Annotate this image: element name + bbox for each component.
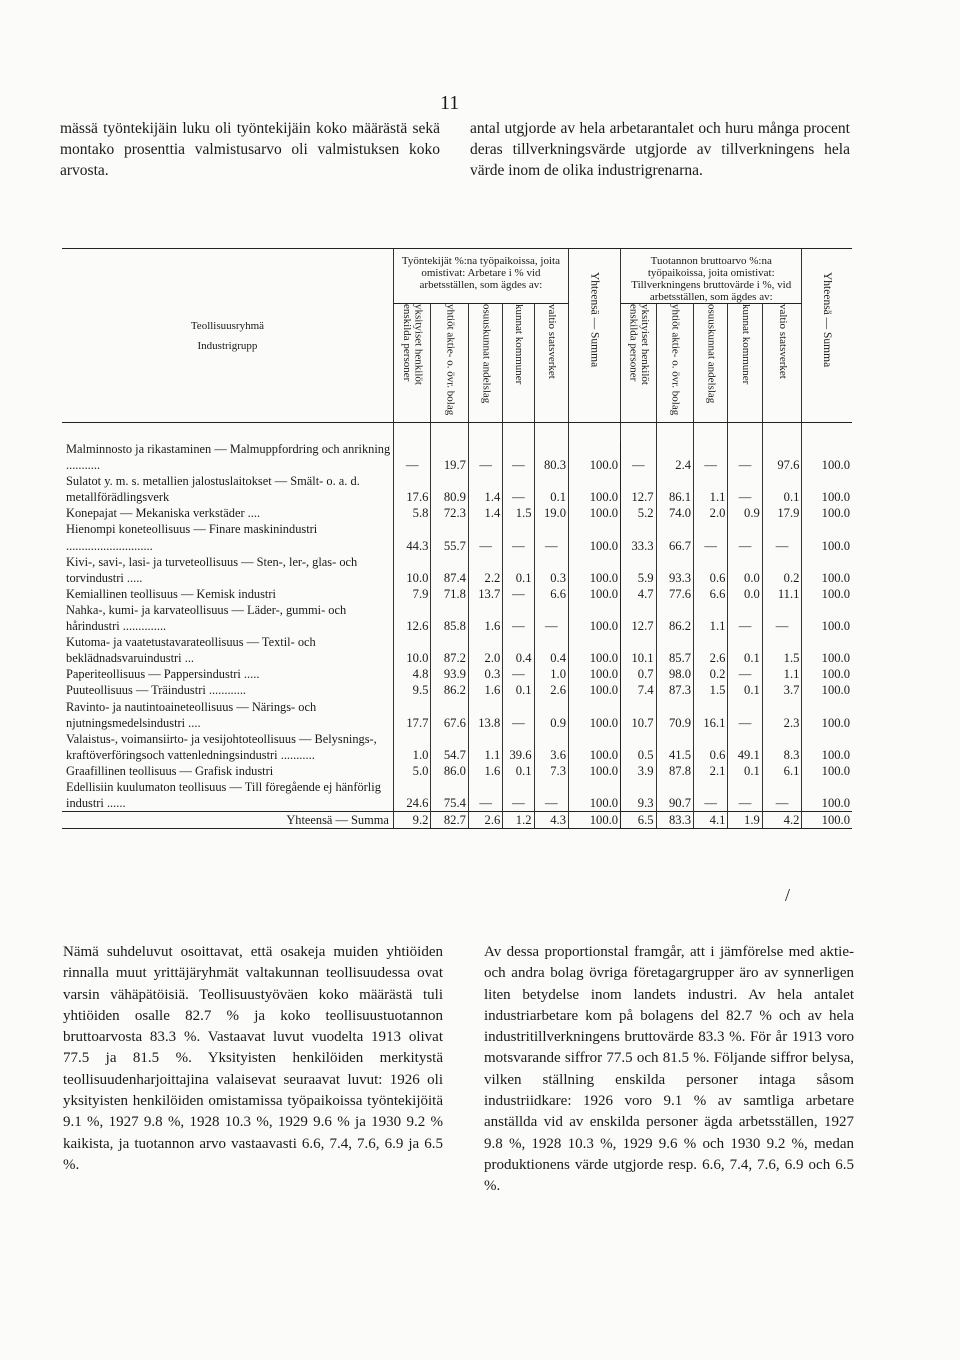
table-cell: 6.6 (694, 586, 728, 602)
table-cell: 1.0 (534, 666, 568, 682)
table-cell: 93.9 (431, 666, 469, 682)
table-cell: 0.2 (762, 554, 802, 586)
table-total-row (62, 812, 852, 829)
table-cell: 19.0 (534, 505, 568, 521)
table-cell: 0.1 (728, 634, 762, 666)
table-cell: 66.7 (656, 521, 694, 553)
table-cell: 100.0 (569, 731, 621, 763)
table-cell: 83.3 (656, 812, 694, 829)
group-header-production: Tuotannon bruttoarvo %:na työpaikoissa, joita omistivat: Tillverkningens bruttovärde i %, vid arbetsställen, som ägdes av: (621, 249, 802, 304)
col-state-1: valtio statsverket (534, 304, 568, 423)
table-row (62, 634, 852, 666)
table-cell: 7.9 (393, 586, 431, 602)
table-cell: 77.6 (656, 586, 694, 602)
row-label: Malminnosto ja rikastaminen — Malmuppfordring och anrikning ........... (66, 442, 391, 473)
table-cell: 75.4 (431, 779, 469, 812)
table-row (62, 554, 852, 586)
table-cell: 100.0 (569, 682, 621, 698)
table-cell: 11.1 (762, 586, 802, 602)
table-cell: 0.4 (503, 634, 534, 666)
table-cell: 12.7 (621, 473, 656, 505)
table-row (62, 699, 852, 731)
row-header (62, 249, 393, 423)
table-cell: 4.1 (694, 812, 728, 829)
row-label: Nahka-, kumi- ja karvateollisuus — Läder-, gummi- och hårindustri .............. (66, 602, 347, 634)
table-cell: 0.4 (534, 634, 568, 666)
table-cell: 1.5 (503, 505, 534, 521)
col-total-workers: Yhteensä — Summa (569, 249, 621, 423)
table-row (62, 441, 852, 473)
table-cell: 2.3 (762, 699, 802, 731)
table-cell: 100.0 (569, 441, 621, 473)
row-label: Yhteensä — Summa (62, 812, 393, 829)
table-cell: 100.0 (569, 812, 621, 829)
table-cell: 100.0 (802, 554, 852, 586)
table-cell: — (728, 521, 762, 553)
table-cell: 1.4 (468, 505, 502, 521)
row-label: Edellisiin kuulumaton teollisuus — Till föregående ej hänförlig industri ...... (66, 779, 381, 811)
table-cell: 87.8 (656, 763, 694, 779)
col-municipal-1: kunnat kommuner (503, 304, 534, 423)
table-cell: 82.7 (431, 812, 469, 829)
table-cell: 0.3 (468, 666, 502, 682)
table-cell: — (393, 441, 431, 473)
table-cell: 13.7 (468, 586, 502, 602)
table-cell: 0.1 (503, 763, 534, 779)
table-cell: 1.5 (694, 682, 728, 698)
table-cell: 7.4 (621, 682, 656, 698)
table-cell: 1.6 (468, 763, 502, 779)
table-cell: 0.1 (728, 682, 762, 698)
table-cell: 2.6 (534, 682, 568, 698)
table-cell: — (728, 666, 762, 682)
page-number: 11 (440, 92, 460, 114)
row-header-sv: Industrigrupp (197, 339, 258, 352)
table-cell: 100.0 (569, 634, 621, 666)
table-cell: 100.0 (802, 812, 852, 829)
table-cell: — (468, 441, 502, 473)
col-coop-1: osuuskunnat andelslag (468, 304, 502, 423)
table-cell: 3.6 (534, 731, 568, 763)
table-cell: 9.3 (621, 779, 656, 812)
table-cell: 0.5 (621, 731, 656, 763)
table-cell: 0.2 (694, 666, 728, 682)
table-cell: 74.0 (656, 505, 694, 521)
col-company-1: yhtiöt aktie- o. övr. bolag (431, 304, 469, 423)
table-cell: — (503, 699, 534, 731)
table-cell: 44.3 (393, 521, 431, 553)
table-cell: 6.6 (534, 586, 568, 602)
table-cell: 2.1 (694, 763, 728, 779)
table-cell: 98.0 (656, 666, 694, 682)
table-row (62, 779, 852, 812)
table-cell: 0.0 (728, 586, 762, 602)
table-cell: — (621, 441, 656, 473)
table-cell: 4.2 (762, 812, 802, 829)
summary-text-swedish: Av dessa proportionstal framgår, att i jämförelse med aktie- och andra bolag övriga företagargrupper äro av synnerligen liten betydelse inom landets industri. Av hela antalet industriarbetare kom på bolagens del 82.7 % och av hela industritillverkningens bruttovärde 83.3 %. För år 1913 voro motsvarande siffror 77.5 och 81.5 %. Följande siffror belysa, vilken ställning enskilda personer intaga såsom industriidkare: 1926 voro 9.1 % av samtliga arbetare anställda vid av enskilda personer ägda arbetsställen, 1927 9.8 %, 1928 10.3 %, 1929 9.6 % och 1930 9.2 %, medan produktionens värde utgjorde resp. 6.6, 7.4, 7.6, 6.9 och 6.5 %. (484, 944, 854, 1195)
row-header-fi: Teollisuusryhmä (190, 319, 265, 332)
table-cell: 87.3 (656, 682, 694, 698)
table-cell: 6.1 (762, 763, 802, 779)
table-cell: 4.3 (534, 812, 568, 829)
table-cell: 100.0 (802, 763, 852, 779)
table-cell: 100.0 (569, 473, 621, 505)
table-cell: — (503, 779, 534, 812)
table-cell: — (468, 521, 502, 553)
table-cell: 1.6 (468, 682, 502, 698)
table-cell: 100.0 (802, 682, 852, 698)
row-label: Paperiteollisuus — Pappersindustri ..... (66, 667, 260, 682)
table-cell: 17.7 (393, 699, 431, 731)
table-cell: 2.6 (694, 634, 728, 666)
table-cell: 100.0 (802, 634, 852, 666)
table-cell: 1.1 (468, 731, 502, 763)
table-cell: — (503, 666, 534, 682)
table-cell: 6.5 (621, 812, 656, 829)
table-cell: 100.0 (802, 505, 852, 521)
table-row (62, 586, 852, 602)
table-cell: — (728, 779, 762, 812)
row-label: Ravinto- ja nautintoaineteollisuus — Närings- och njutningsmedelsindustri .... (66, 699, 317, 730)
table-cell: 1.1 (694, 602, 728, 634)
table-cell: 87.4 (431, 554, 469, 586)
intro-text-swedish: antal utgjorde av hela arbetarantalet och huru många procent deras tillverkningsvärde utgjorde av tillverkningens hela värde inom de olika industrigrenarna. (470, 120, 850, 179)
intro-text-finnish: mässä työntekijäin luku oli työntekijäin koko määrästä sekä montako prosenttia valmistusarvo oli valmistuksen koko arvosta. (60, 120, 440, 179)
table-cell: 0.9 (534, 699, 568, 731)
row-label: Valaistus-, voimansiirto- ja vesijohtoteollisuus — Belysnings-, kraftöverföringsoch vattenledningsindustri ........... (66, 731, 377, 762)
table-cell: 10.0 (393, 634, 431, 666)
table-cell: 2.2 (468, 554, 502, 586)
table-cell: 80.3 (534, 441, 568, 473)
table-cell: — (503, 473, 534, 505)
table-cell: — (534, 521, 568, 553)
table-cell: 3.9 (621, 763, 656, 779)
col-company-2: yhtiöt aktie- o. övr. bolag (656, 304, 694, 423)
table-cell: 100.0 (802, 473, 852, 505)
table-cell: 19.7 (431, 441, 469, 473)
table-cell: — (728, 602, 762, 634)
table-cell: 12.7 (621, 602, 656, 634)
table-cell: — (468, 779, 502, 812)
table-cell: 100.0 (569, 505, 621, 521)
table-cell: 100.0 (569, 763, 621, 779)
table-cell: 0.1 (503, 554, 534, 586)
table-row (62, 521, 852, 553)
table-cell: 100.0 (802, 666, 852, 682)
table-cell: — (728, 441, 762, 473)
table-cell: 93.3 (656, 554, 694, 586)
table-cell: 86.2 (431, 682, 469, 698)
table-cell: 0.1 (762, 473, 802, 505)
col-municipal-2: kunnat kommuner (728, 304, 762, 423)
table-cell: 17.6 (393, 473, 431, 505)
table-cell: 100.0 (802, 441, 852, 473)
col-private-2: yksityiset henkilöt enskilda personer (621, 304, 656, 423)
table-cell: 85.7 (656, 634, 694, 666)
table-cell: 100.0 (802, 731, 852, 763)
table-cell: — (694, 779, 728, 812)
table-row (62, 473, 852, 505)
table-cell: 1.6 (468, 602, 502, 634)
table-cell: 5.8 (393, 505, 431, 521)
row-label: Puuteollisuus — Träindustri ............ (66, 683, 247, 698)
row-label: Kivi-, savi-, lasi- ja turveteollisuus — Sten-, ler-, glas- och torvindustri ..... (66, 554, 358, 585)
table-cell: 1.5 (762, 634, 802, 666)
table-cell: 39.6 (503, 731, 534, 763)
table-cell: 100.0 (569, 699, 621, 731)
table-cell: — (728, 699, 762, 731)
table-cell: 2.0 (694, 505, 728, 521)
table-cell: 71.8 (431, 586, 469, 602)
table-cell: — (503, 441, 534, 473)
col-coop-2: osuuskunnat andelslag (694, 304, 728, 423)
table-cell: 100.0 (802, 602, 852, 634)
table-cell: 100.0 (802, 699, 852, 731)
table-cell: — (694, 521, 728, 553)
table-cell: 90.7 (656, 779, 694, 812)
table-cell: — (534, 779, 568, 812)
summary-text-finnish: Nämä suhdeluvut osoittavat, että osakeja muiden yhtiöiden rinnalla muut yrittäjäryhmät valtakunnan teollisuudessa ovat varsin vähäpätöisiä. Teollisuustyöväen koko määrästä tuli yhtiöiden osalle 82.7 % ja koko teollisuustuotannon bruttoarvosta 83.3 %. Vastaavat luvut vuodelta 1913 olivat 77.5 ja 81.5 %. Yksityisten henkilöiden merkitystä teollisuudenharjoittajina valaisevat seuraavat luvut: 1926 oli yksityisten henkilöiden omistamissa työpaikoissa työntekijöitä 9.1 %, 1927 9.8 %, 1928 10.3 %, 1929 9.6 % ja 1930 9.2 % kaikista, ja tuotannon arvo vastaavasti 6.6, 7.4, 7.6, 6.9 ja 6.5 %. (63, 944, 443, 1173)
table-cell: 1.2 (503, 812, 534, 829)
table-cell: 85.8 (431, 602, 469, 634)
table-cell: 86.1 (656, 473, 694, 505)
row-label: Kemiallinen teollisuus — Kemisk industri (66, 586, 276, 601)
table-cell: — (694, 441, 728, 473)
table-cell: 17.9 (762, 505, 802, 521)
table-cell: 80.9 (431, 473, 469, 505)
table-cell: 13.8 (468, 699, 502, 731)
table-cell: 16.1 (694, 699, 728, 731)
table-cell: 2.6 (468, 812, 502, 829)
table-cell: 0.7 (621, 666, 656, 682)
table-cell: 100.0 (569, 666, 621, 682)
table-cell: 0.9 (728, 505, 762, 521)
table-cell: 0.3 (534, 554, 568, 586)
col-state-2: valtio statsverket (762, 304, 802, 423)
table-cell: — (762, 602, 802, 634)
table-row (62, 666, 852, 682)
table-cell: 5.0 (393, 763, 431, 779)
col-private-1: yksityiset henkilöt enskilda personer (393, 304, 431, 423)
table-cell: — (728, 473, 762, 505)
table-cell: 0.1 (728, 763, 762, 779)
table-cell: 100.0 (569, 554, 621, 586)
table-cell: 55.7 (431, 521, 469, 553)
table-row (62, 731, 852, 763)
table-cell: — (762, 521, 802, 553)
table-cell: 9.5 (393, 682, 431, 698)
table-cell: 67.6 (431, 699, 469, 731)
table-cell: 10.1 (621, 634, 656, 666)
table-cell: 49.1 (728, 731, 762, 763)
table-cell: 24.6 (393, 779, 431, 812)
table-cell: 4.7 (621, 586, 656, 602)
col-total-production: Yhteensä — Summa (802, 249, 852, 423)
table-cell: — (503, 602, 534, 634)
table-cell: 4.8 (393, 666, 431, 682)
table-row (62, 602, 852, 634)
table-cell: 9.2 (393, 812, 431, 829)
table-cell: 100.0 (569, 602, 621, 634)
statistics-table (62, 248, 852, 829)
table-cell: 5.2 (621, 505, 656, 521)
group-header-workers: Työntekijät %:na työpaikoissa, joita omistivat: Arbetare i % vid arbetsställen, som ägdes av: (393, 249, 568, 304)
table-cell: 86.2 (656, 602, 694, 634)
table-cell: — (534, 602, 568, 634)
table-cell: 72.3 (431, 505, 469, 521)
table-cell: 5.9 (621, 554, 656, 586)
table-cell: 0.0 (728, 554, 762, 586)
table-cell: 70.9 (656, 699, 694, 731)
table-cell: 12.6 (393, 602, 431, 634)
table-cell: 33.3 (621, 521, 656, 553)
table-cell: 0.1 (534, 473, 568, 505)
table-cell: 1.1 (694, 473, 728, 505)
table-cell: 2.4 (656, 441, 694, 473)
table-row (62, 505, 852, 521)
table-cell: 10.7 (621, 699, 656, 731)
row-label: Graafillinen teollisuus — Grafisk industri (66, 763, 274, 778)
table-cell: 54.7 (431, 731, 469, 763)
table-cell: 0.6 (694, 554, 728, 586)
table-cell: 100.0 (802, 779, 852, 812)
row-label: Kutoma- ja vaatetustavarateollisuus — Textil- och beklädnadsvaruindustri ... (66, 635, 316, 666)
table-cell: 87.2 (431, 634, 469, 666)
table-cell: 7.3 (534, 763, 568, 779)
table-row (62, 682, 852, 698)
table-cell: 100.0 (569, 586, 621, 602)
table-cell: 100.0 (569, 779, 621, 812)
table-cell: 1.1 (762, 666, 802, 682)
table-cell: — (503, 521, 534, 553)
table-cell: 3.7 (762, 682, 802, 698)
table-cell: 2.0 (468, 634, 502, 666)
table-cell: 1.9 (728, 812, 762, 829)
table-cell: 100.0 (802, 521, 852, 553)
table-cell: 1.4 (468, 473, 502, 505)
row-label: Sulatot y. m. s. metallien jalostuslaitokset — Smält- o. a. d. metallförädlingsverk (66, 474, 360, 505)
table-cell: 0.6 (694, 731, 728, 763)
table-cell: 100.0 (802, 586, 852, 602)
table-cell: 10.0 (393, 554, 431, 586)
table-cell: 8.3 (762, 731, 802, 763)
row-label: Hienompi koneteollisuus — Finare maskinindustri ............................ (66, 522, 318, 553)
table-cell: 100.0 (569, 521, 621, 553)
table-cell: 1.0 (393, 731, 431, 763)
table-cell: — (503, 586, 534, 602)
row-label: Konepajat — Mekaniska verkstäder .... (66, 506, 261, 521)
table-cell: 41.5 (656, 731, 694, 763)
table-cell: 86.0 (431, 763, 469, 779)
table-cell: — (762, 779, 802, 812)
table-cell: 97.6 (762, 441, 802, 473)
stray-mark: / (785, 885, 791, 905)
table-cell: 0.1 (503, 682, 534, 698)
table-row (62, 763, 852, 779)
